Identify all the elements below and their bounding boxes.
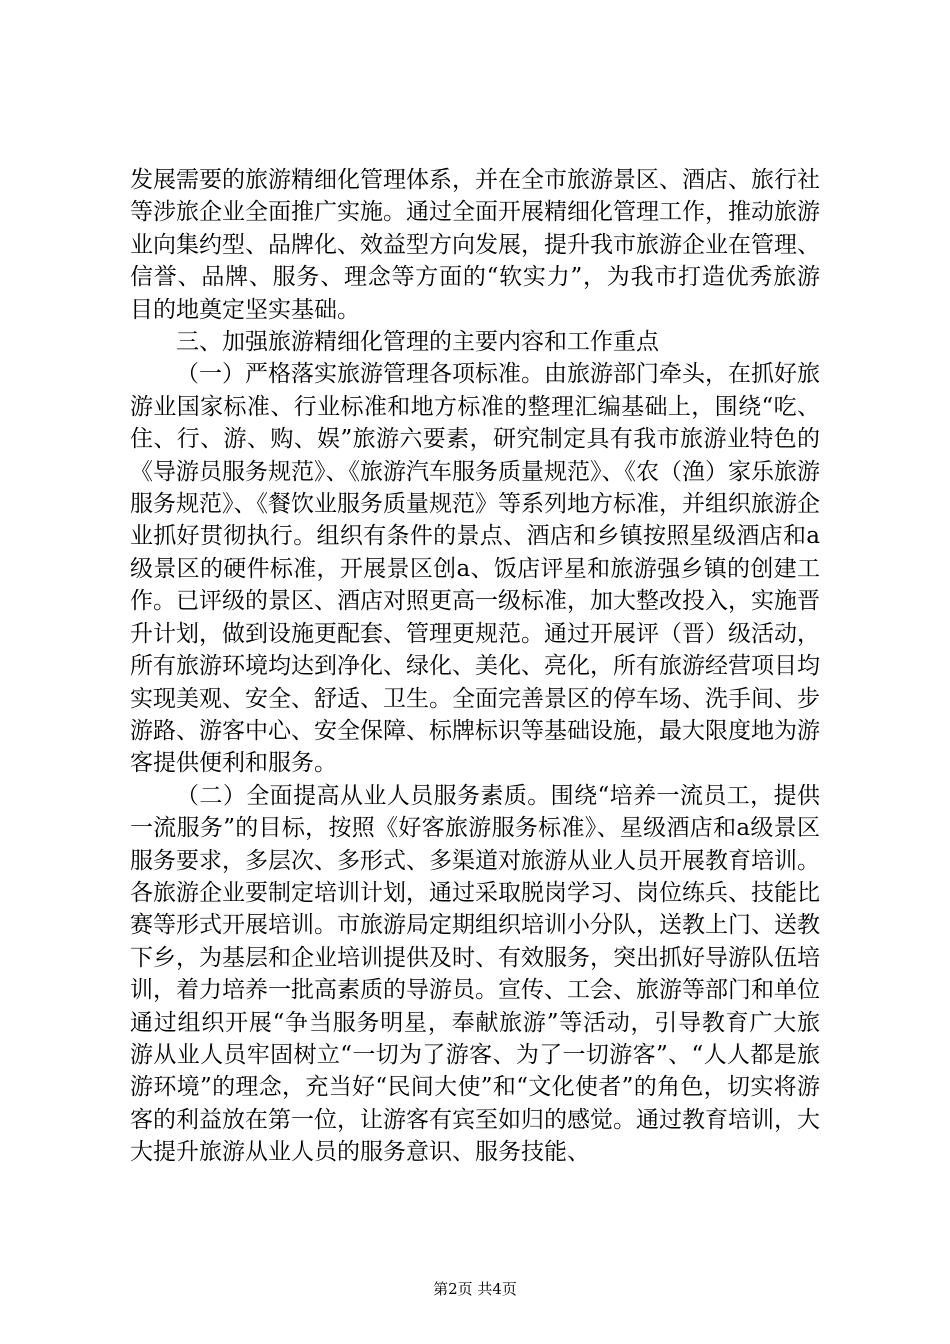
document-body xyxy=(130,164,820,1169)
paragraph-continuation: 发展需要的旅游精细化管理体系，并在全市旅游景区、酒店、旅行社等涉旅企业全面推广实施。通过全面开展精细化管理工作，推动旅游业向集约型、品牌化、效益型方向发展，提升我市旅游企业在管理、信誉、品牌、服务、理念等方面的“软实力”，为我市打造优秀旅游目的地奠定坚实基础。 xyxy=(130,167,820,323)
section-heading: 三、加强旅游精细化管理的主要内容和工作重点 xyxy=(176,329,659,356)
paragraph-staff-quality: （二）全面提高从业人员服务素质。围绕“培养一流员工，提供一流服务”的目标，按照《好客旅游服务标准》、星级酒店和a级景区服务要求，多层次、多形式、多渠道对旅游从业人员开展教育培训。各旅游企业要制定培训计划，通过采取脱岗学习、岗位练兵、技能比赛等形式开展培训。市旅游局定期组织培训小分队，送教上门、送教下乡，为基层和企业培训提供及时、有效服务，突出抓好导游队伍培训，着力培养一批高素质的导游员。宣传、工会、旅游等部门和单位通过组织开展“争当服务明星，奉献旅游”等活动，引导教育广大旅游从业人员牢固树立“一切为了游客、为了一切游客”、“人人都是旅游环境”的理念，充当好“民间大使”和“文化使者”的角色，切实将游客的利益放在第一位，让游客有宾至如归的感觉。通过教育培训，大大提升旅游从业人员的服务意识、服务技能、 xyxy=(130,782,820,1166)
paragraph-standards: （一）严格落实旅游管理各项标准。由旅游部门牵头，在抓好旅游业国家标准、行业标准和地方标准的整理汇编基础上，围绕“吃、住、行、游、购、娱”旅游六要素，研究制定具有我市旅游业特色的《导游员服务规范》、《旅游汽车服务质量规范》、《农（渔）家乐旅游服务规范》、《餐饮业服务质量规范》等系列地方标准，并组织旅游企业抓好贯彻执行。组织有条件的景点、酒店和乡镇按照星级酒店和a级景区的硬件标准，开展景区创a、饭店评星和旅游强乡镇的创建工作。已评级的景区、酒店对照更高一级标准，加大整改投入，实施晋升计划，做到设施更配套、管理更规范。通过开展评（晋）级活动，所有旅游环境均达到净化、绿化、美化、亮化，所有旅游经营项目均实现美观、安全、舒适、卫生。全面完善景区的停车场、洗手间、步游路、游客中心、安全保障、标牌标识等基础设施，最大限度地为游客提供便利和服务。 xyxy=(130,361,820,777)
page-number-footer: 第2页 共4页 xyxy=(433,1280,517,1298)
